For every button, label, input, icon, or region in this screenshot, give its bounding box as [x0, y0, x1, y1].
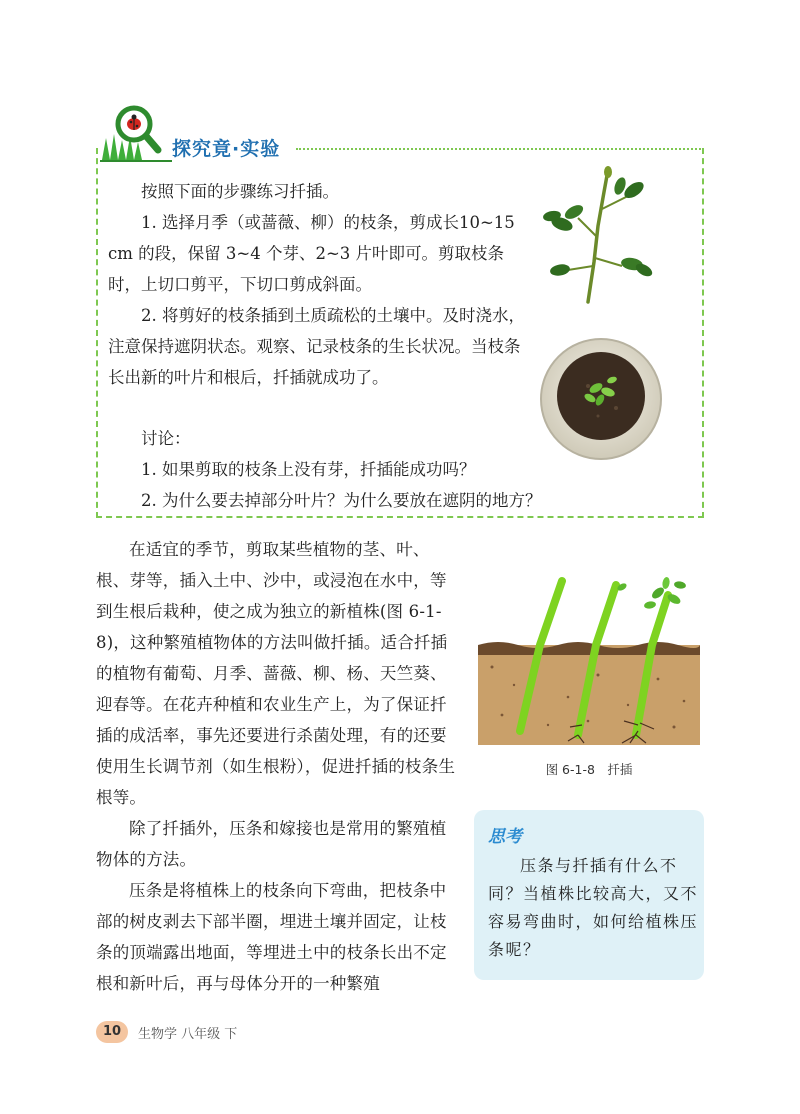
think-text [488, 852, 698, 964]
main-text [96, 534, 462, 999]
discussion-label: 讨论： [141, 429, 191, 448]
rose-cutting-image [538, 166, 660, 304]
cutting-in-pot-image [538, 336, 664, 462]
experiment-intro: 按照下面的步骤练习扦插。 [141, 182, 339, 201]
experiment-steps [108, 176, 528, 393]
book-title: 生物学 八年级 下 [138, 1027, 238, 1042]
page-number: 10 [96, 1021, 128, 1043]
main-paragraph-2: 除了扦插外，压条和嫁接也是常用的繁殖植物体的方法。 [96, 819, 447, 869]
cuttings-in-soil-illustration [478, 575, 700, 745]
think-title: 思考 [488, 827, 522, 847]
figure-caption: 图 6-1-8 扦插 [545, 762, 633, 777]
experiment-step-1: 1. 选择月季（或蔷薇、柳）的枝条，剪成长10~15 cm 的段，保留 3~4 个芽、2~3 片叶即可。剪取枝条时，上切口剪平，下切口剪成斜面。 [108, 213, 515, 294]
discussion-question-2: 2. 为什么要去掉部分叶片？为什么要放在遮阴的地方？ [141, 491, 542, 510]
experiment-step-2: 2. 将剪好的枝条插到土质疏松的土壤中。及时浇水，注意保持遮阴状态。观察、记录枝条的生长状况。当枝条长出新的叶片和根后，扦插就成功了。 [108, 306, 525, 387]
think-question: 压条与扦插有什么不同？当植株比较高大，又不容易弯曲时，如何给植株压条呢？ [488, 856, 699, 959]
think-box [474, 810, 704, 980]
main-paragraph-3: 压条是将植株上的枝条向下弯曲，把枝条中部的树皮剥去下部半圈，埋进土壤并固定，让枝条的顶端露出地面，等埋进土中的枝条长出不定根和新叶后，再与母体分开的一种繁殖 [96, 881, 447, 993]
experiment-title-sub: ·实验 [232, 138, 281, 160]
experiment-title-main: 探究竟 [172, 138, 233, 160]
discussion-question-1: 1. 如果剪取的枝条上没有芽，扦插能成功吗？ [141, 460, 476, 479]
main-paragraph-1: 在适宜的季节，剪取某些植物的茎、叶、根、芽等，插入土中、沙中，或浸泡在水中，等到生根后栽种，使之成为独立的新植株(图 6-1-8)，这种繁殖植物体的方法叫做扦插。适合扦插的植物有葡萄、月季、蔷薇、柳、杨、天竺葵、迎春等。在花卉种植和农业生产上，为了保证扦插的成活率，事先还要进行杀菌处理，有的还要使用生长调节剂（如生根粉），促进扦插的枝条生根等。 [96, 540, 456, 807]
